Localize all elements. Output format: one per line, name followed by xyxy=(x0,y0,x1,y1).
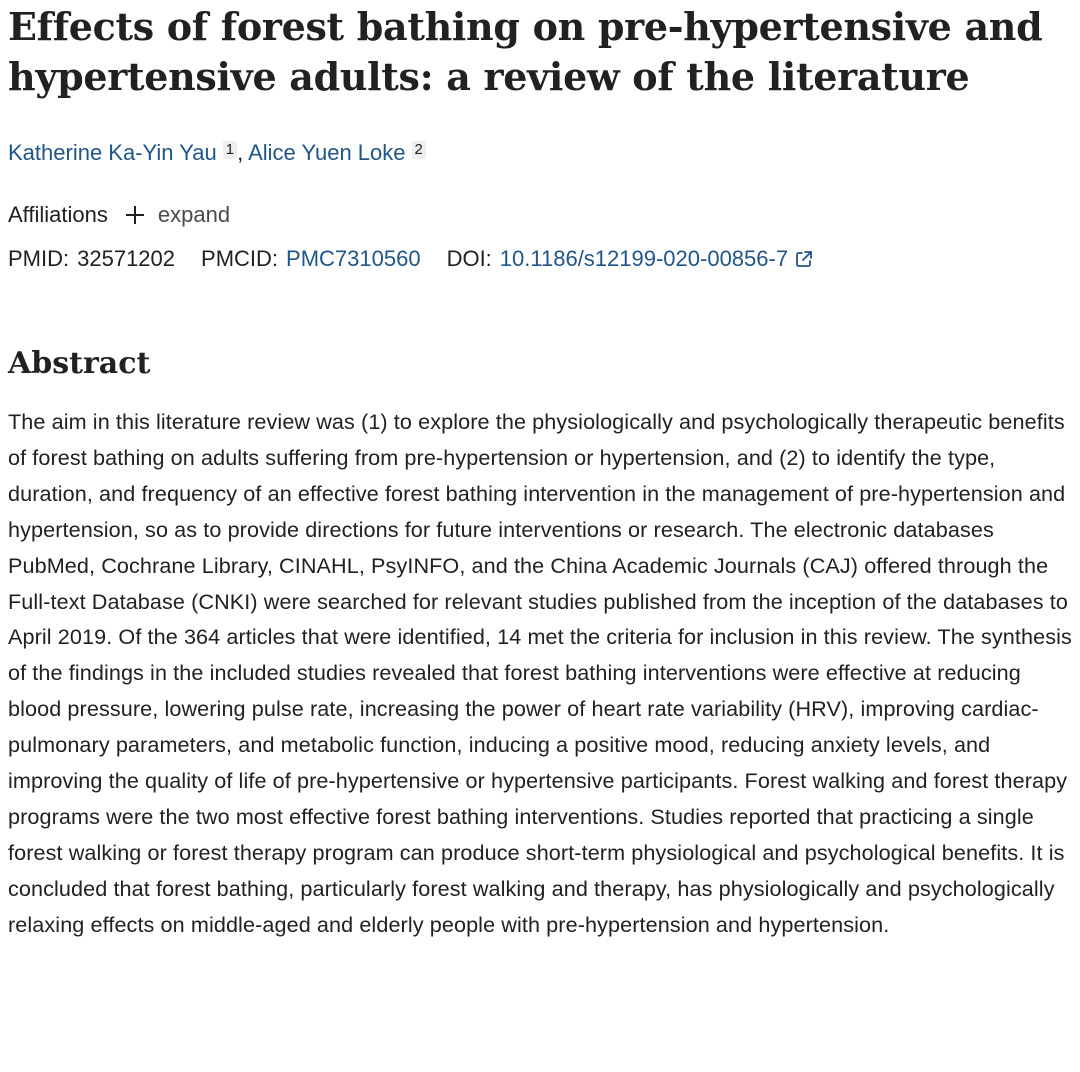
expand-label: expand xyxy=(157,202,231,227)
doi-label: DOI: xyxy=(446,246,492,271)
affiliation-number-1[interactable]: 1 xyxy=(223,141,237,159)
author-link-1[interactable]: Katherine Ka-Yin Yau xyxy=(8,140,217,165)
affiliations-row xyxy=(8,200,1076,230)
doi-group xyxy=(447,244,815,274)
pmid-group xyxy=(8,244,175,274)
abstract-heading: Abstract xyxy=(8,346,151,381)
pmid-label: PMID: xyxy=(8,246,70,271)
author-separator: , xyxy=(237,140,244,165)
external-link-icon[interactable] xyxy=(794,249,814,269)
pmid-value: 32571202 xyxy=(77,246,176,271)
affiliation-number-2[interactable]: 2 xyxy=(412,141,426,159)
doi-link[interactable]: 10.1186/s12199-020-00856-7 xyxy=(499,246,789,271)
author-list xyxy=(8,138,1076,168)
pmcid-group xyxy=(201,244,421,274)
pmcid-label: PMCID: xyxy=(201,246,279,271)
author-link-2[interactable]: Alice Yuen Loke xyxy=(248,140,406,165)
identifiers-row xyxy=(8,244,1076,274)
article-page xyxy=(8,0,1076,964)
affiliations-expand-button[interactable] xyxy=(126,200,230,230)
plus-icon xyxy=(126,206,144,224)
affiliations-label: Affiliations xyxy=(8,202,108,227)
pmcid-link[interactable]: PMC7310560 xyxy=(286,246,421,271)
article-title: Effects of forest bathing on pre-hypertensive and hypertensive adults: a review of the literature xyxy=(8,4,1043,99)
abstract-text: The aim in this literature review was (1) to explore the physiologically and psychologically therapeutic benefits of forest bathing on adults suffering from pre-hypertension or hypertension, and (2) to identify the type, duration, and frequency of an effective forest bathing intervention in the management of pre-hypertension and hypertension, so as to provide directions for future interventions or research. The electronic databases PubMed, Cochrane Library, CINAHL, PsyINFO, and the China Academic Journals (CAJ) offered through the Full-text Database (CNKI) were searched for relevant studies published from the inception of the databases to April 2019. Of the 364 articles that were identified, 14 met the criteria for inclusion in this review. The synthesis of the findings in the included studies revealed that forest bathing interventions were effective at reducing blood pressure, lowering pulse rate, increasing the power of heart rate variability (HRV), improving cardiac-pulmonary parameters, and metabolic function, inducing a positive mood, reducing anxiety levels, and improving the quality of life of pre-hypertensive or hypertensive participants. Forest walking and forest therapy programs were the two most effective forest bathing interventions. Studies reported that practicing a single forest walking or forest therapy program can produce short-term physiological and psychological benefits. It is concluded that forest bathing, particularly forest walking and therapy, has physiologically and psychologically relaxing effects on middle-aged and elderly people with pre-hypertension and hypertension. xyxy=(8,409,1072,937)
